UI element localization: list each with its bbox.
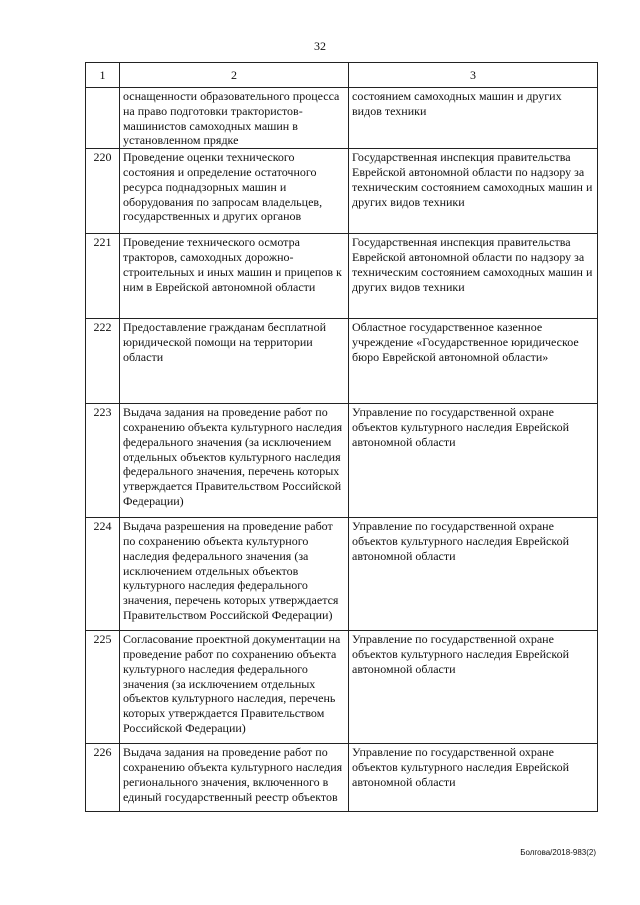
table-row bbox=[86, 149, 598, 234]
table-header-row bbox=[86, 63, 598, 88]
responsible-authority: Областное государственное казенное учреждение «Государственное юридическое бюро Еврейской автономной области» bbox=[349, 319, 598, 404]
table-row bbox=[86, 631, 598, 744]
responsible-authority: Управление по государственной охране объектов культурного наследия Еврейской автономной области bbox=[349, 404, 598, 518]
service-name: Предоставление гражданам бесплатной юридической помощи на территории области bbox=[120, 319, 349, 404]
service-name: Выдача разрешения на проведение работ по сохранению объекта культурного наследия федерального значения (за исключением отдельных объектов культурного наследия федерального значения, перечень которых утверждается Правительством Российской Федерации) bbox=[120, 518, 349, 631]
table-row bbox=[86, 88, 598, 149]
service-name: оснащенности образовательного процесса на право подготовки трактористов-машинистов самоходных машин в установленном прядке bbox=[120, 88, 349, 149]
row-number: 225 bbox=[86, 631, 120, 744]
services-table bbox=[85, 62, 598, 812]
row-number: 226 bbox=[86, 744, 120, 812]
column-header-2: 2 bbox=[120, 63, 349, 88]
row-number: 220 bbox=[86, 149, 120, 234]
responsible-authority: состоянием самоходных машин и других видов техники bbox=[349, 88, 598, 149]
row-number: 222 bbox=[86, 319, 120, 404]
responsible-authority: Управление по государственной охране объектов культурного наследия Еврейской автономной области bbox=[349, 631, 598, 744]
service-name: Выдача задания на проведение работ по сохранению объекта культурного наследия регионального значения, включенного в единый государственный реестр объектов bbox=[120, 744, 349, 812]
row-number bbox=[86, 88, 120, 149]
row-number: 221 bbox=[86, 234, 120, 319]
table-row bbox=[86, 518, 598, 631]
service-name: Выдача задания на проведение работ по сохранению объекта культурного наследия федерального значения (за исключением отдельных объектов культурного наследия федерального значения, перечень которых утверждается Правительством Российской Федерации) bbox=[120, 404, 349, 518]
service-name: Проведение оценки технического состояния и определение остаточного ресурса поднадзорных машин и оборудования по запросам владельцев, государственных и других органов bbox=[120, 149, 349, 234]
responsible-authority: Управление по государственной охране объектов культурного наследия Еврейской автономной области bbox=[349, 744, 598, 812]
table-row bbox=[86, 234, 598, 319]
table-row bbox=[86, 319, 598, 404]
table-row bbox=[86, 404, 598, 518]
service-name: Проведение технического осмотра тракторов, самоходных дорожно-строительных и иных машин и прицепов к ним в Еврейской автономной области bbox=[120, 234, 349, 319]
table-row bbox=[86, 744, 598, 812]
column-header-3: 3 bbox=[349, 63, 598, 88]
document-code: Болгова/2018-983(2) bbox=[520, 848, 596, 857]
responsible-authority: Государственная инспекция правительства Еврейской автономной области по надзору за техническим состоянием самоходных машин и других видов техники bbox=[349, 234, 598, 319]
column-header-1: 1 bbox=[86, 63, 120, 88]
responsible-authority: Управление по государственной охране объектов культурного наследия Еврейской автономной области bbox=[349, 518, 598, 631]
row-number: 223 bbox=[86, 404, 120, 518]
page-number: 32 bbox=[314, 39, 326, 53]
row-number: 224 bbox=[86, 518, 120, 631]
responsible-authority: Государственная инспекция правительства Еврейской автономной области по надзору за техническим состоянием самоходных машин и других видов техники bbox=[349, 149, 598, 234]
service-name: Согласование проектной документации на проведение работ по сохранению объекта культурного наследия федерального значения (за исключением отдельных объектов культурного наследия, перечень которых утверждается Правительством Российской Федерации) bbox=[120, 631, 349, 744]
